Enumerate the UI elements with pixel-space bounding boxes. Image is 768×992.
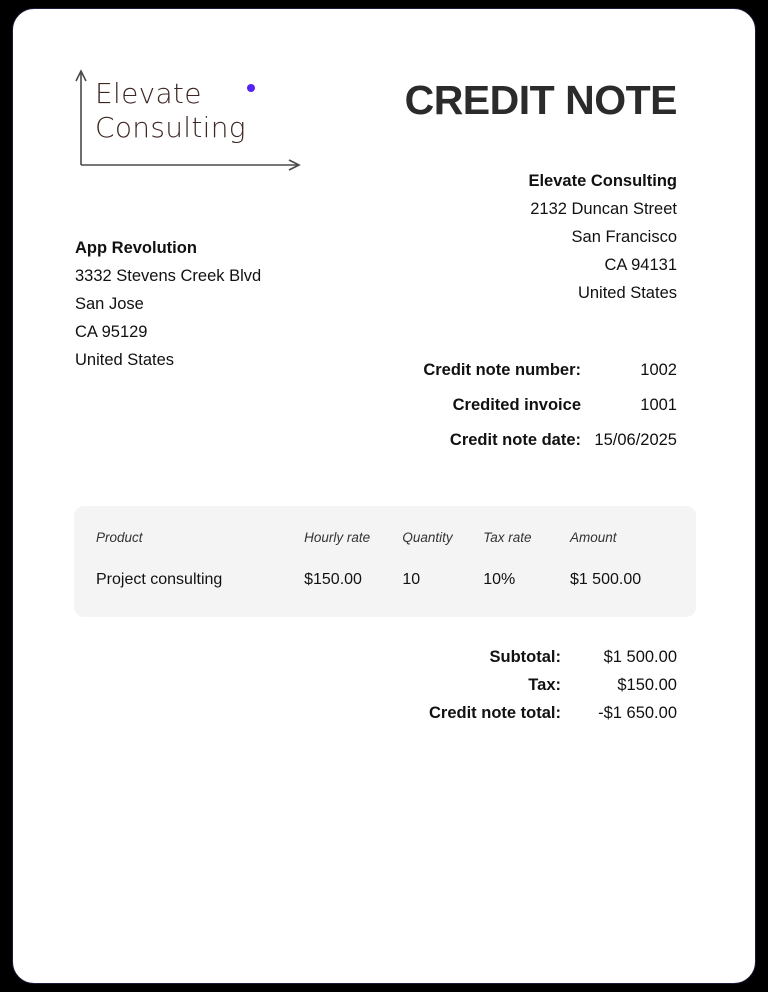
recipient-country: United States [75, 351, 175, 369]
total-row-credit-note-total [277, 704, 677, 723]
company-logo [69, 59, 314, 174]
column-header-quantity: Quantity [402, 530, 453, 545]
sender-region: CA 94131 [604, 256, 677, 274]
recipient-street: 3332 Stevens Creek Blvd [75, 267, 262, 285]
column-header-hourly-rate: Hourly rate [304, 530, 371, 545]
recipient-city: San Jose [75, 295, 144, 313]
meta-label-credit-note-date: Credit note date: [449, 431, 581, 449]
cell-hourly-rate: $150.00 [304, 571, 362, 588]
credit-note-meta [277, 361, 677, 466]
cell-tax-rate: 10% [483, 571, 516, 588]
recipient-name: App Revolution [75, 239, 197, 257]
sender-address-block [528, 167, 677, 307]
meta-row [277, 431, 677, 450]
recipient-address-block [75, 234, 261, 374]
logo-text-line2: Consulting [95, 111, 246, 144]
logo-text [95, 77, 246, 145]
line-items-table [96, 524, 674, 595]
meta-row [277, 361, 677, 380]
meta-label-credited-invoice: Credited invoice [452, 396, 581, 414]
column-header-product: Product [96, 530, 143, 545]
totals-block [277, 648, 677, 732]
total-label-subtotal: Subtotal: [489, 648, 561, 666]
meta-value-credit-note-number: 1002 [640, 361, 677, 379]
sender-name: Elevate Consulting [528, 172, 677, 190]
cell-amount: $1 500.00 [569, 571, 642, 588]
meta-value-credit-note-date: 15/06/2025 [594, 431, 677, 449]
table-row [96, 571, 674, 595]
document-title: CREDIT NOTE [404, 77, 677, 123]
total-row-subtotal [277, 648, 677, 667]
sender-street: 2132 Duncan Street [530, 200, 677, 218]
meta-value-credited-invoice: 1001 [640, 396, 677, 414]
total-value-subtotal: $1 500.00 [603, 648, 677, 666]
column-header-amount: Amount [569, 530, 617, 545]
total-row-tax [277, 676, 677, 695]
total-label-credit-note-total: Credit note total: [429, 704, 561, 722]
credit-note-page [12, 8, 756, 984]
cell-quantity: 10 [402, 571, 421, 588]
meta-row [277, 396, 677, 415]
total-value-credit-note-total: -$1 650.00 [598, 704, 677, 722]
line-items-panel [74, 506, 696, 617]
logo-dot-icon [247, 84, 255, 92]
recipient-region: CA 95129 [75, 323, 148, 341]
table-header-row [96, 524, 674, 571]
logo-text-line1: Elevate [95, 77, 202, 110]
total-value-tax: $150.00 [617, 676, 677, 694]
sender-country: United States [577, 284, 677, 302]
cell-product: Project consulting [96, 571, 223, 588]
total-label-tax: Tax: [528, 676, 561, 694]
meta-label-credit-note-number: Credit note number: [423, 361, 581, 379]
sender-city: San Francisco [571, 228, 677, 246]
column-header-tax-rate: Tax rate [483, 530, 532, 545]
